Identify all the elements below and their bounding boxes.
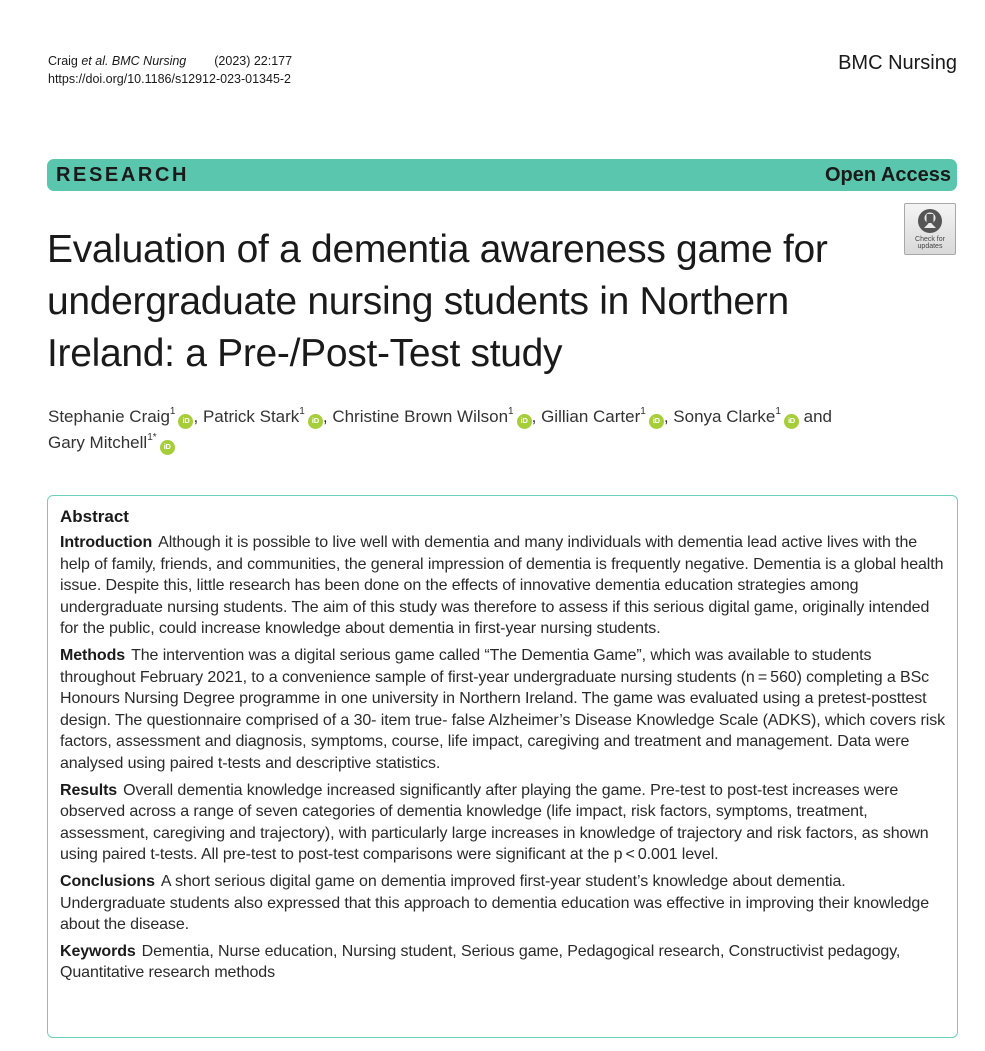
citation-authors: Craig et al. BMC Nursing (48, 54, 187, 68)
abstract-box (47, 495, 958, 1038)
orcid-icon[interactable]: iD (517, 414, 532, 429)
affiliation-mark: 1 (299, 406, 305, 418)
orcid-icon[interactable]: iD (178, 414, 193, 429)
article-type-label: RESEARCH (56, 163, 190, 186)
orcid-icon[interactable]: iD (308, 414, 323, 429)
section-text: A short serious digital game on dementia improved first-year student’s knowledge about dementia. Undergraduate students also expressed that this approach to dementia education was effective in improving their knowledge about the disease. (60, 872, 930, 934)
article-type-banner (47, 159, 957, 191)
check-updates-label: Check for updates (915, 236, 945, 250)
doi-link[interactable]: https://doi.org/10.1186/s12912-023-01345-2 (48, 72, 292, 86)
citation-etal: et al. (81, 54, 109, 68)
section-text: Overall dementia knowledge increased significantly after playing the game. Pre-test to post-test increases were observed across a range of seven categories of dementia knowledge (life impact, risk factors, symptoms, treatment, assessment, caregiving and trajectory), with particularly large increases in knowledge of trajectory and risk factors, as shown using paired t-tests. All pre-test to post-test comparisons were significant at the p < 0.001 level. (60, 781, 929, 864)
citation-journal: BMC Nursing (108, 54, 187, 68)
open-access-label: Open Access (825, 163, 951, 186)
section-text: Although it is possible to live well with dementia and many individuals with dementia lead active lives with the help of family, friends, and communities, the general impression of dementia is frequently negative. Dementia is a global health issue. Despite this, little research has been done on the effects of innovative dementia education strategies among undergraduate nursing students. The aim of this study was therefore to assess if this serious digital game, originally intended for the public, could increase knowledge about dementia in first-year nursing students. (60, 534, 944, 638)
author-separator: , (663, 407, 674, 426)
article-title: Evaluation of a dementia awareness game for undergraduate nursing students in Northern Ireland: a Pre-/Post-Test study (47, 228, 828, 375)
author-separator: , (322, 407, 333, 426)
orcid-icon[interactable]: iD (784, 414, 799, 429)
author-6[interactable] (48, 433, 175, 452)
section-heading: Methods (60, 646, 126, 664)
author-3[interactable] (332, 407, 531, 426)
author-name: Stephanie Craig (48, 407, 170, 426)
author-name: Gillian Carter (541, 407, 641, 426)
abstract-methods (60, 645, 945, 775)
keywords-text: Dementia, Nurse education, Nursing student, Serious game, Pedagogical research, Constructivist pedagogy, Quantitative research methods (60, 942, 901, 982)
author-2[interactable] (203, 407, 323, 426)
section-heading: Keywords (60, 942, 136, 960)
citation-volume: (2023) 22:177 (214, 54, 293, 68)
section-heading: Results (60, 781, 118, 799)
abstract-conclusions (60, 871, 945, 936)
author-5[interactable] (673, 407, 799, 426)
orcid-icon[interactable]: iD (160, 440, 175, 455)
author-name: Patrick Stark (202, 407, 300, 426)
author-name: Christine Brown Wilson (332, 407, 509, 426)
affiliation-mark: 1 (640, 406, 646, 418)
affiliation-mark: 1 (508, 406, 514, 418)
journal-name: BMC Nursing (838, 52, 957, 74)
orcid-icon[interactable]: iD (649, 414, 664, 429)
abstract-heading: Abstract (60, 507, 129, 526)
affiliation-mark: 1 (169, 406, 176, 418)
abstract-results (60, 780, 945, 866)
section-text: The intervention was a digital serious game called “The Dementia Game”, which was available to students throughout February 2021, to a convenience sample of first-year undergraduate nursing students (n = 560) completing a BSc Honours Nursing Degree programme in one university in Northern Ireland. The game was evaluated using a pretest-posttest design. The questionnaire comprised of a 30- item true- false Alzheimer’s Disease Knowledge Scale (ADKS), which covers risk factors, assessment and diagnosis, symptoms, course, life impact, caregiving and treatment and management. Data were analysed using paired t-tests and descriptive statistics. (60, 646, 946, 772)
abstract-keywords (60, 941, 945, 984)
abstract-introduction (60, 532, 945, 640)
section-heading: Conclusions (60, 872, 155, 890)
author-4[interactable] (541, 407, 664, 426)
author-name: Sonya Clarke (673, 407, 776, 426)
citation-header (48, 52, 292, 88)
author-1[interactable] (48, 407, 193, 426)
affiliation-mark: 1* (147, 432, 157, 444)
check-for-updates-button[interactable] (904, 203, 956, 255)
section-heading: Introduction (60, 534, 153, 551)
affiliation-mark: 1 (775, 406, 781, 418)
author-separator: and (798, 407, 832, 426)
citation-line (48, 52, 292, 70)
author-separator: , (531, 407, 542, 426)
author-separator: , (193, 407, 203, 426)
check-updates-icon (917, 208, 943, 234)
author-list (48, 404, 908, 456)
author-name: Gary Mitchell (48, 433, 148, 452)
